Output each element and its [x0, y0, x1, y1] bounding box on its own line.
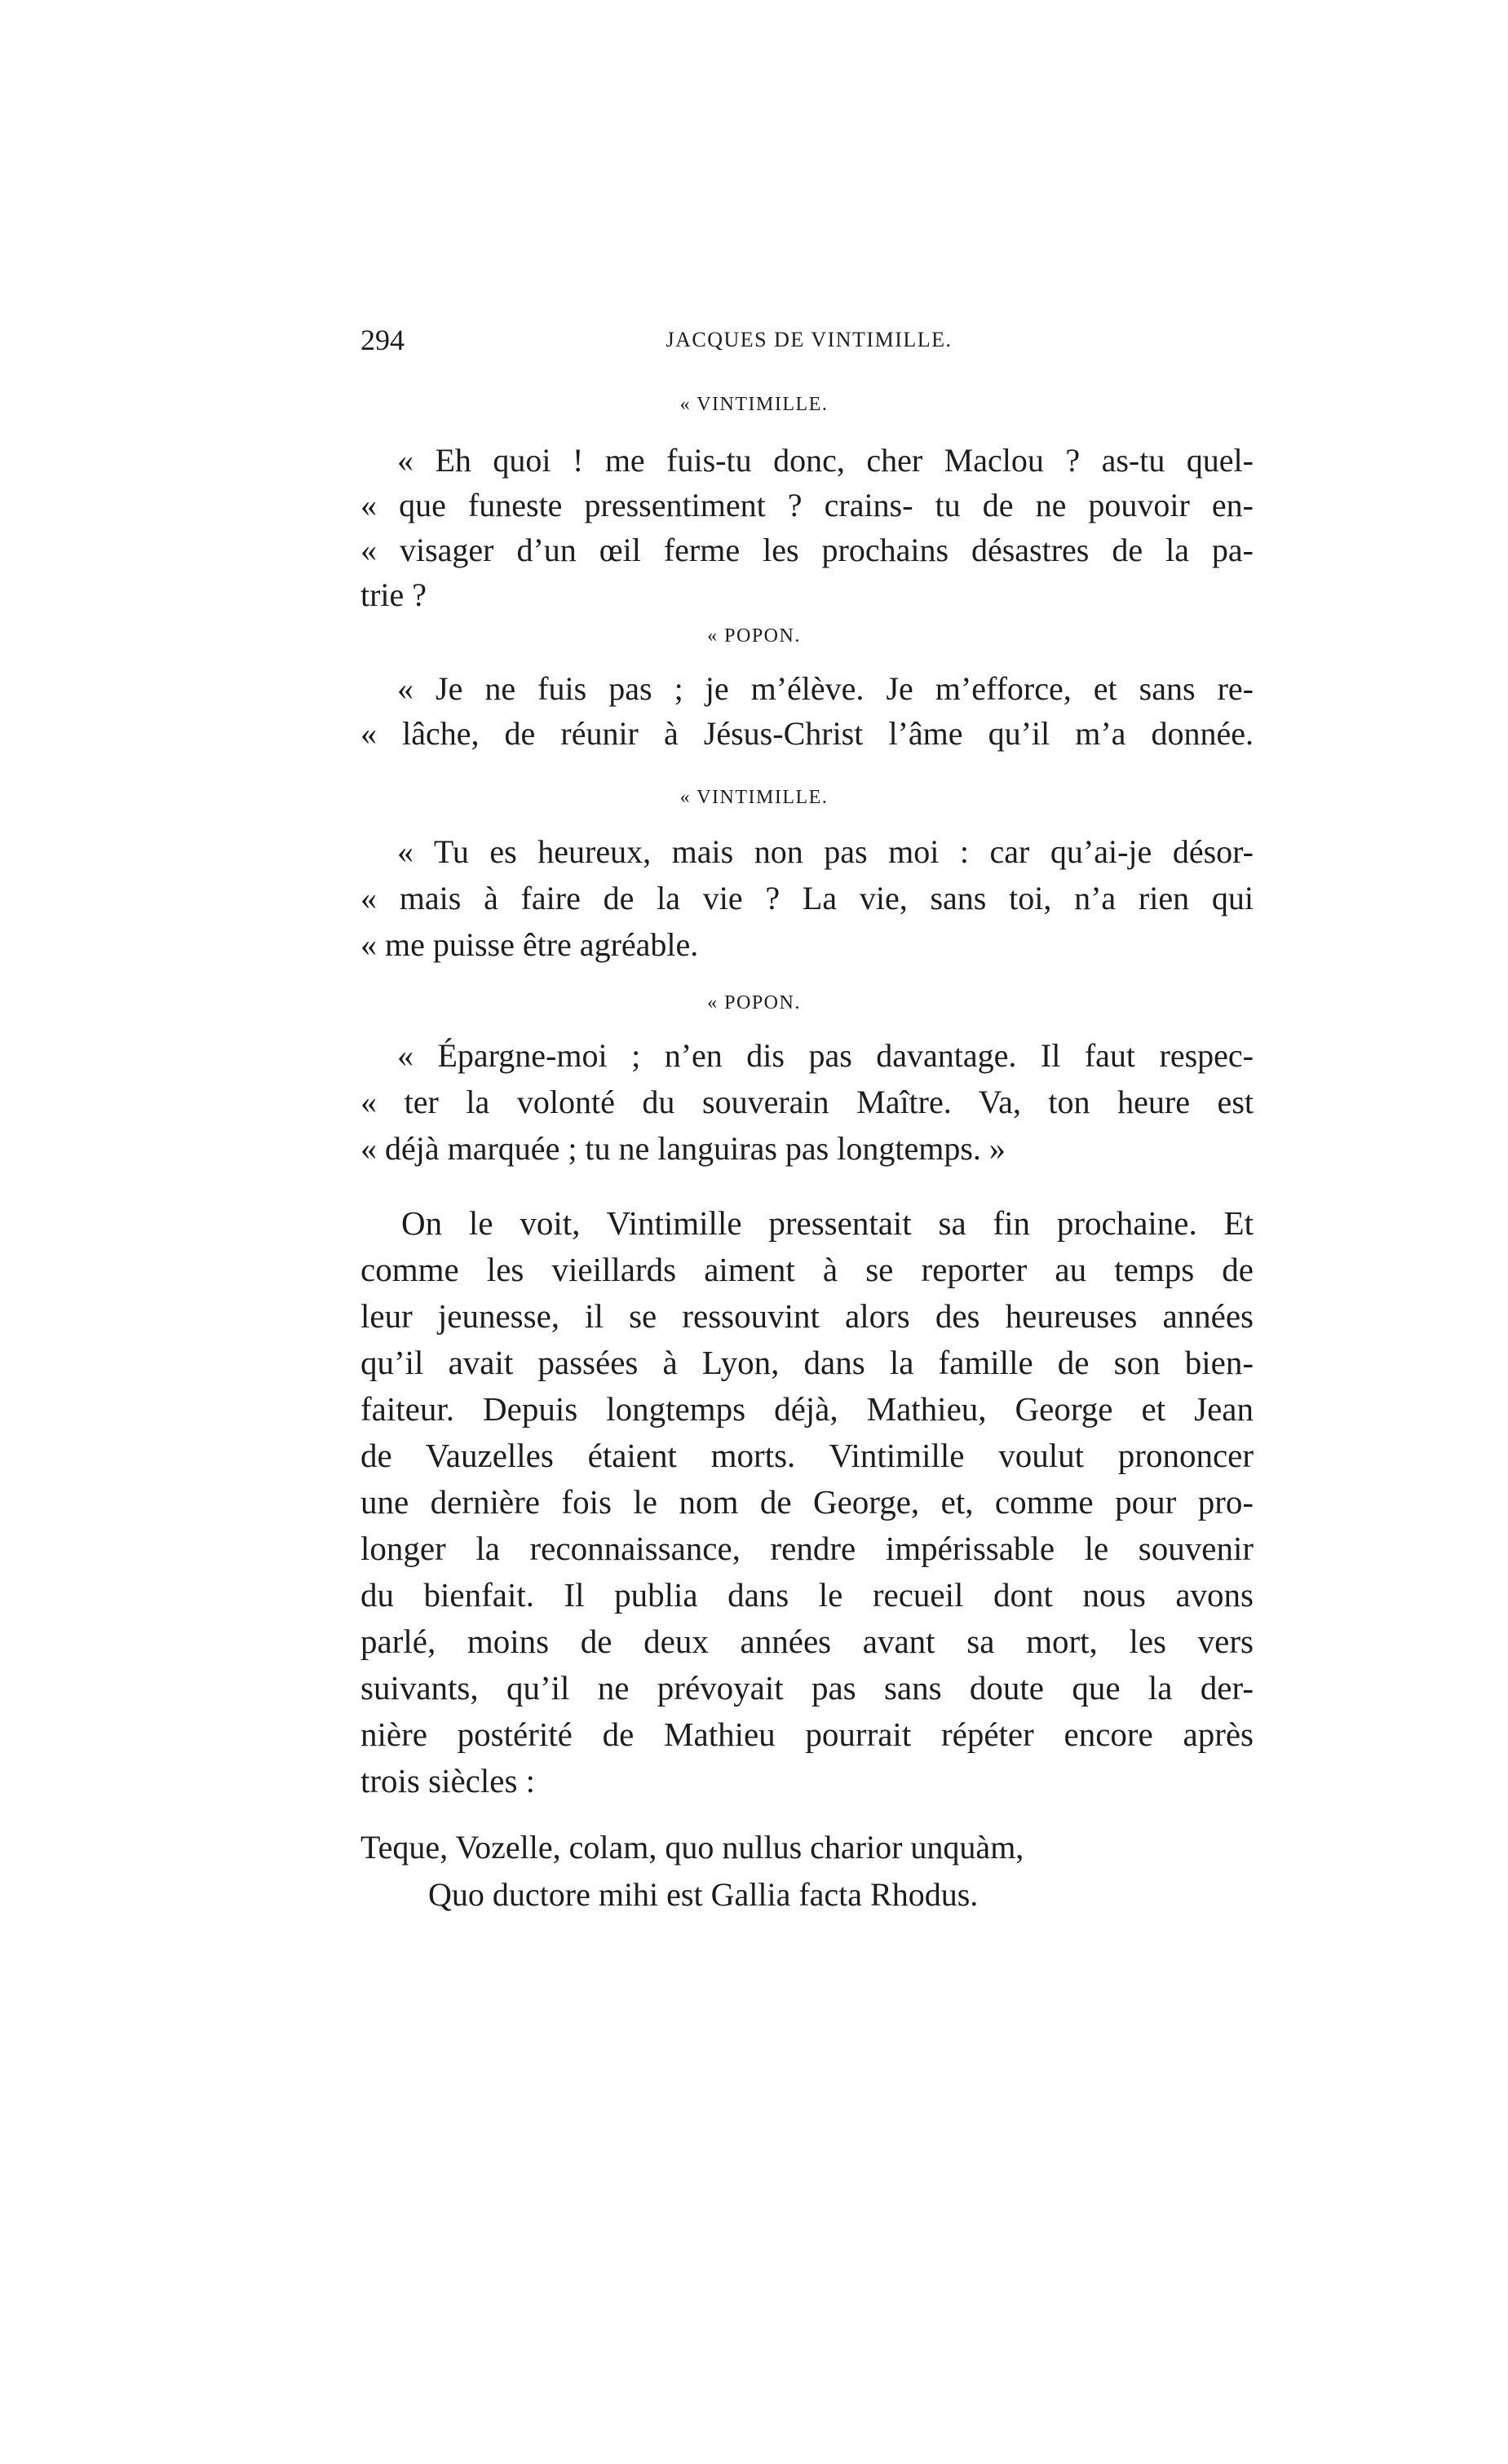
dialogue-line: « ter la volonté du souverain Maître. Va, ton heure est [360, 1084, 1254, 1120]
paragraph-line: une dernière fois le nom de George, et, comme pour pro- [360, 1483, 1254, 1521]
dialogue-line: « déjà marquée ; tu ne languiras pas longtemps. » [360, 1130, 1006, 1167]
verse-line: Teque, Vozelle, colam, quo nullus charior unquàm, [360, 1829, 1024, 1866]
paragraph-line: longer la reconnaissance, rendre impérissable le souvenir [360, 1530, 1254, 1567]
speaker-label: « VINTIMILLE. [679, 787, 829, 808]
paragraph-line: On le voit, Vintimille pressentait sa fin prochaine. Et [401, 1204, 1254, 1242]
page-number: 294 [360, 324, 405, 356]
dialogue-line: trie ? [360, 576, 427, 613]
paragraph-line: qu’il avait passées à Lyon, dans la famille de son bien- [360, 1344, 1254, 1381]
dialogue-line: « Épargne-moi ; n’en dis pas davantage. Il faut respec- [397, 1037, 1254, 1074]
speaker-label: « VINTIMILLE. [679, 394, 829, 415]
dialogue-line: « Eh quoi ! me fuis-tu donc, cher Maclou ? as-tu quel- [397, 442, 1254, 479]
verse-line: Quo ductore mihi est Gallia facta Rhodus. [428, 1876, 979, 1913]
paragraph-line: leur jeunesse, il se ressouvint alors des heureuses années [360, 1297, 1254, 1335]
paragraph-line: faiteur. Depuis longtemps déjà, Mathieu, George et Jean [360, 1390, 1254, 1428]
paragraph-line: parlé, moins de deux années avant sa mort, les vers [360, 1623, 1254, 1660]
speaker-label: « POPON. [707, 625, 801, 647]
paragraph-line: de Vauzelles étaient morts. Vintimille voulut prononcer [360, 1437, 1254, 1474]
dialogue-line: « me puisse être agréable. [360, 926, 699, 963]
paragraph-line: nière postérité de Mathieu pourrait répéter encore après [360, 1716, 1254, 1753]
dialogue-line: « visager d’un œil ferme les prochains désastres de la pa- [360, 532, 1254, 568]
paragraph-line: trois siècles : [360, 1762, 536, 1799]
paragraph-line: du bienfait. Il publia dans le recueil dont nous avons [360, 1576, 1254, 1614]
page-header [360, 320, 1258, 360]
dialogue-line: « lâche, de réunir à Jésus-Christ l’âme qu’il m’a donnée. [360, 715, 1254, 752]
dialogue-line: « mais à faire de la vie ? La vie, sans toi, n’a rien qui [360, 880, 1254, 916]
dialogue-line: « Je ne fuis pas ; je m’élève. Je m’efforce, et sans re- [397, 670, 1254, 707]
speaker-label: « POPON. [707, 992, 801, 1013]
paragraph-line: suivants, qu’il ne prévoyait pas sans doute que la der- [360, 1669, 1254, 1707]
dialogue-line: « Tu es heureux, mais non pas moi : car qu’ai-je désor- [397, 833, 1254, 870]
running-title: JACQUES DE VINTIMILLE. [666, 328, 953, 351]
paragraph-line: comme les vieillards aiment à se reporter au temps de [360, 1251, 1254, 1288]
dialogue-line: « que funeste pressentiment ? crains- tu de ne pouvoir en- [360, 487, 1254, 523]
